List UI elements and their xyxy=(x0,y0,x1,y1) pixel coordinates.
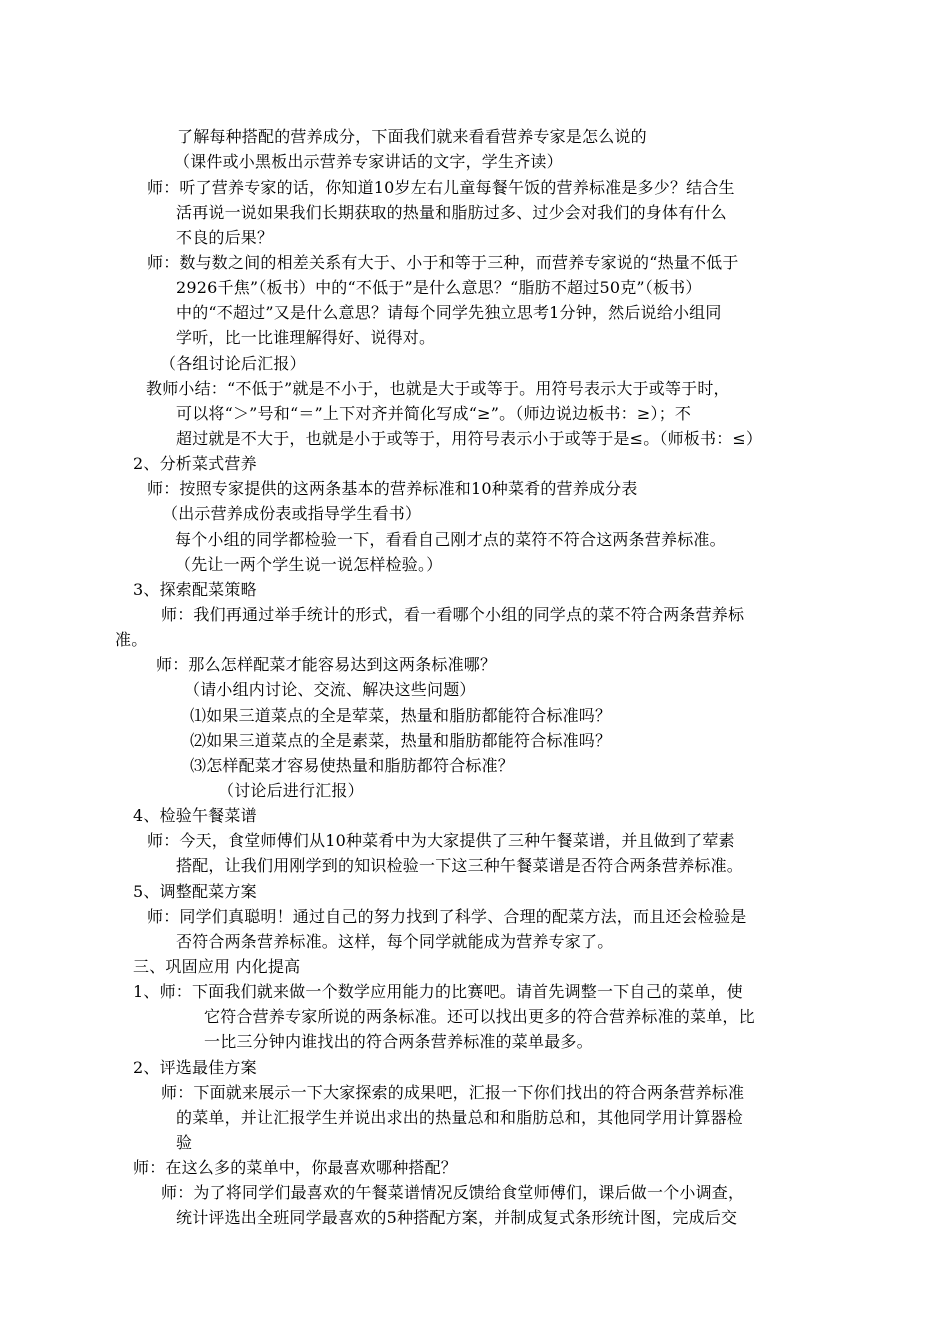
text-line: （出示营养成份表或指导学生看书） xyxy=(162,504,422,523)
text-line: （各组讨论后汇报） xyxy=(160,354,306,373)
text-line: 它符合营养专家所说的两条标准。还可以找出更多的符合营养标准的菜单，比 xyxy=(204,1007,755,1026)
section-heading: 2、评选最佳方案 xyxy=(133,1058,257,1077)
text-line: （讨论后进行汇报） xyxy=(218,781,364,800)
section-heading: 三、巩固应用 内化提高 xyxy=(133,957,301,976)
text-line: （先让一两个学生说一说怎样检验。） xyxy=(175,555,443,574)
text-line: 活再说一说如果我们长期获取的热量和脂肪过多、过少会对我们的身体有什么 xyxy=(176,203,727,222)
text-line: 师：按照专家提供的这两条基本的营养标准和10种菜肴的营养成分表 xyxy=(147,479,638,498)
section-heading: 5、调整配菜方案 xyxy=(133,882,257,901)
text-line: 师：下面就来展示一下大家探索的成果吧，汇报一下你们找出的符合两条营养标准 xyxy=(161,1083,745,1102)
text-line: 验 xyxy=(176,1133,193,1152)
text-line: 可以将“＞”号和“＝”上下对齐并简化写成“≥”。（师边说边板书：≥）；不 xyxy=(176,404,692,423)
text-line: 师：我们再通过举手统计的形式，看一看哪个小组的同学点的菜不符合两条营养标 xyxy=(161,605,745,624)
text-line: 准。 xyxy=(115,630,148,649)
text-line: 师：同学们真聪明！通过自己的努力找到了科学、合理的配菜方法，而且还会检验是 xyxy=(147,907,747,926)
text-line: 师：为了将同学们最喜欢的午餐菜谱情况反馈给食堂师傅们，课后做一个小调查， xyxy=(161,1183,745,1202)
list-item: ⑶怎样配菜才容易使热量和脂肪都符合标准？ xyxy=(190,756,515,775)
text-line: 否符合两条营养标准。这样，每个同学就能成为营养专家了。 xyxy=(176,932,614,951)
text-line: 师：数与数之间的相差关系有大于、小于和等于三种，而营养专家说的“热量不低于 xyxy=(147,253,739,272)
text-line: 2926千焦”（板书）中的“不低于”是什么意思？“脂肪不超过50克”（板书） xyxy=(176,278,702,297)
text-line: 超过就是不大于，也就是小于或等于，用符号表示小于或等于是≤。（师板书：≤） xyxy=(176,429,763,448)
section-heading: 2、分析菜式营养 xyxy=(133,454,257,473)
section-heading: 3、探索配菜策略 xyxy=(133,580,257,599)
text-line: 教师小结：“不低于”就是不小于，也就是大于或等于。用符号表示大于或等于时， xyxy=(146,379,730,398)
text-line: 每个小组的同学都检验一下，看看自己刚才点的菜符不符合这两条营养标准。 xyxy=(175,530,726,549)
list-item: ⑴如果三道菜点的全是荤菜，热量和脂肪都能符合标准吗？ xyxy=(190,706,612,725)
text-line: （请小组内讨论、交流、解决这些问题） xyxy=(184,680,476,699)
text-line: 师：那么怎样配菜才能容易达到这两条标准哪？ xyxy=(156,655,497,674)
text-line: 统计评选出全班同学最喜欢的5种搭配方案，并制成复式条形统计图，完成后交 xyxy=(176,1208,738,1227)
text-line: 的菜单，并让汇报学生并说出求出的热量总和和脂肪总和，其他同学用计算器检 xyxy=(176,1108,744,1127)
text-line: 中的“不超过”又是什么意思？请每个同学先独立思考1分钟，然后说给小组同 xyxy=(176,303,722,322)
list-item: ⑵如果三道菜点的全是素菜，热量和脂肪都能符合标准吗？ xyxy=(190,731,612,750)
text-line: 一比三分钟内谁找出的符合两条营养标准的菜单最多。 xyxy=(204,1032,593,1051)
section-heading: 4、检验午餐菜谱 xyxy=(133,806,257,825)
text-line: 搭配，让我们用刚学到的知识检验一下这三种午餐菜谱是否符合两条营养标准。 xyxy=(176,856,744,875)
text-line: （课件或小黑板出示营养专家讲话的文字，学生齐读） xyxy=(174,152,563,171)
text-line: 1、师：下面我们就来做一个数学应用能力的比赛吧。请首先调整一下自己的菜单，使 xyxy=(133,982,743,1001)
text-line: 学听，比一比谁理解得好、说得对。 xyxy=(176,328,436,347)
text-line: 师：今天，食堂师傅们从10种菜肴中为大家提供了三种午餐菜谱，并且做到了荤素 xyxy=(147,831,735,850)
text-line: 不良的后果？ xyxy=(176,228,274,247)
text-line: 了解每种搭配的营养成分，下面我们就来看看营养专家是怎么说的 xyxy=(177,127,647,146)
text-line: 师：在这么多的菜单中，你最喜欢哪种搭配？ xyxy=(133,1158,458,1177)
text-line: 师：听了营养专家的话，你知道10岁左右儿童每餐午饭的营养标准是多少？结合生 xyxy=(147,178,735,197)
